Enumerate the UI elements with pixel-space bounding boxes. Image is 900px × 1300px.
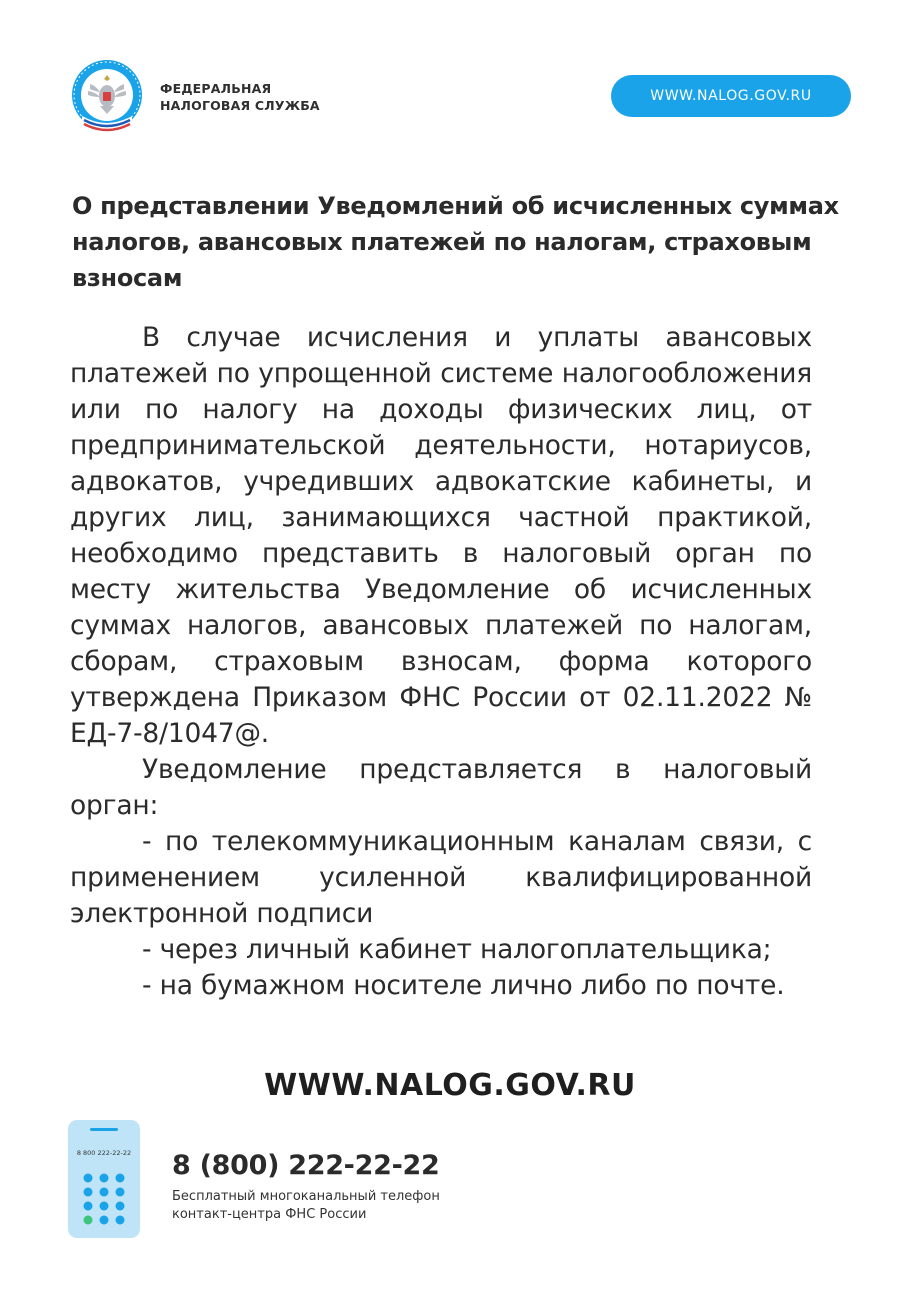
- phone-screen-text: 8 800 222-22-22: [76, 1149, 132, 1157]
- paragraph-intro: В случае исчисления и уплаты авансовых платежей по упрощенной системе налогообложения или по налогу на доходы физических лиц, от предпринимательской деятельности, нотариусов, адвокатов, учредивших адвокатские кабинеты, и других лиц, занимающихся частной практикой, необходимо представить в налоговый орган по месту жительства Уведомление об исчисленных суммах налогов, авансовых платежей по налогам, сборам, страховым взносам, форма которого утверждена Приказом ФНС России от 02.11.2022 № ЕД-7-8/1047@.: [70, 322, 812, 749]
- org-name-line1: ФЕДЕРАЛЬНАЯ: [160, 81, 272, 96]
- phone-keypad-icon: [68, 1120, 140, 1238]
- list-item-telecom: - по телекоммуникационным каналам связи, с применением усиленной квалифицированной электронной подписи: [70, 826, 812, 929]
- website-link-button[interactable]: WWW.NALOG.GOV.RU: [611, 75, 851, 117]
- hotline-caption: [172, 1188, 440, 1224]
- page-title: О представлении Уведомлений об исчисленных суммах налогов, авансовых платежей по налогам, страховым взносам: [72, 192, 839, 292]
- paragraph-submission: Уведомление представляется в налоговый орган:: [70, 754, 812, 821]
- org-name-line2: НАЛОГОВАЯ СЛУЖБА: [160, 98, 320, 113]
- hotline-caption-line2: контакт-центра ФНС России: [172, 1207, 367, 1222]
- fns-emblem-icon: [70, 58, 144, 136]
- hotline-phone-number[interactable]: 8 (800) 222-22-22: [172, 1150, 440, 1181]
- list-item-personal-account: - через личный кабинет налогоплательщика;: [142, 934, 772, 965]
- org-name: [160, 80, 320, 114]
- hotline-caption-line1: Бесплатный многоканальный телефон: [172, 1189, 440, 1204]
- article-body: [70, 320, 812, 1004]
- footer-website-link[interactable]: WWW.NALOG.GOV.RU: [264, 1068, 636, 1103]
- list-item-paper: - на бумажном носителе лично либо по почте.: [142, 970, 785, 1001]
- page-header: [0, 0, 900, 150]
